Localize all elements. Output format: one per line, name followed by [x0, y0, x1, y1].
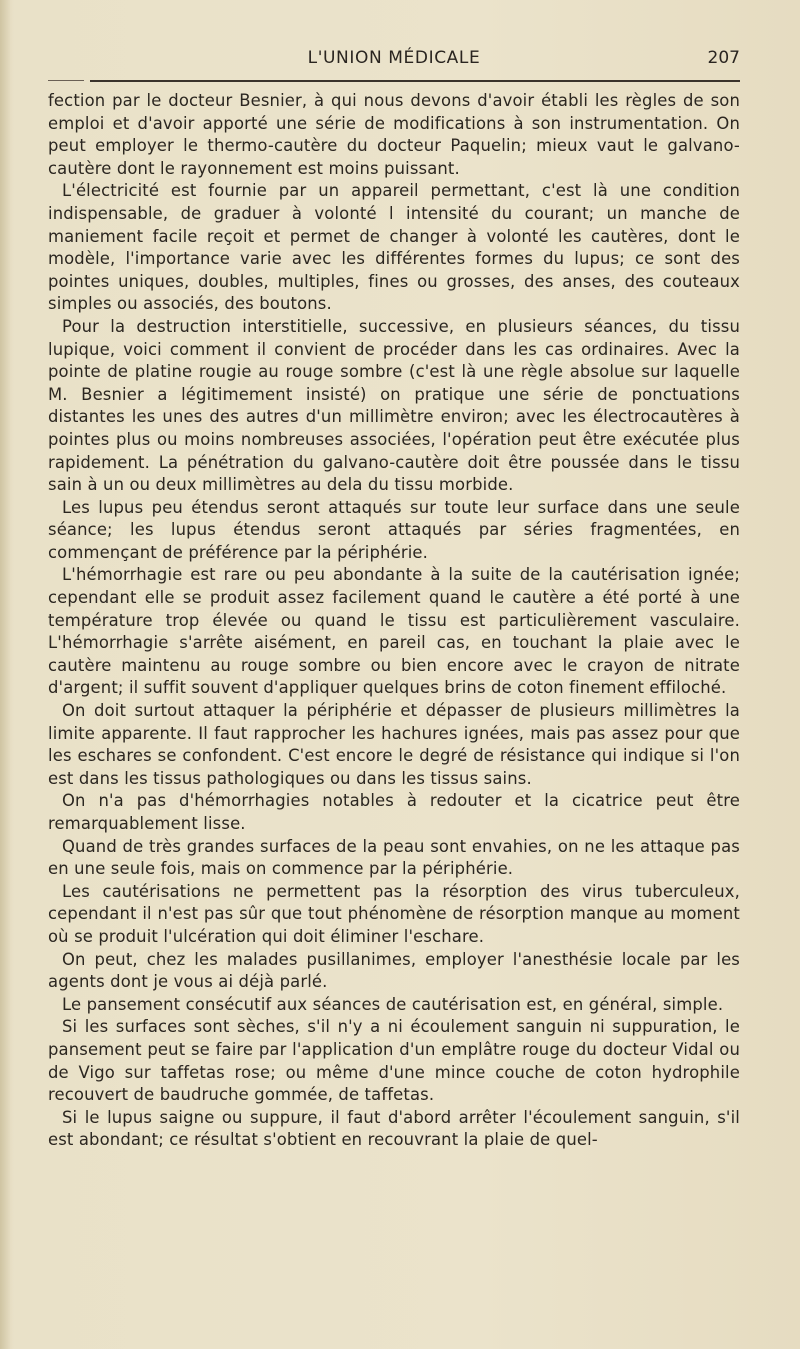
paragraph: On peut, chez les malades pusillanimes, employer l'anesthésie locale par les agents dont je vous ai déjà parlé.: [48, 949, 740, 992]
page-number: 207: [707, 48, 740, 68]
paragraph: Les cautérisations ne permettent pas la résorption des virus tuberculeux, cependant il n'est pas sûr que tout phénomène de résorption manque au moment où se produit l'ulcération qui doit éliminer l'eschare.: [48, 881, 740, 946]
page-header: [48, 48, 740, 76]
paragraph: On doit surtout attaquer la périphérie et dépasser de plusieurs millimètres la limite apparente. Il faut rapprocher les hachures ignées, mais pas assez pour que les eschares se confondent. C'est encore le degré de résistance qui indique si l'on est dans les tissus pathologiques ou dans les tissus sains.: [48, 701, 740, 788]
article-body: [48, 90, 740, 1152]
paragraph: On n'a pas d'hémorrhagies notables à redouter et la cicatrice peut être remarquablement lisse.: [48, 791, 740, 833]
paragraph: L'électricité est fournie par un appareil permettant, c'est là une condition indispensable, de graduer à volonté l intensité du courant; un manche de maniement facile reçoit et permet de changer à volonté les cautères, dont le modèle, l'importance varie avec les différentes formes du lupus; ce sont des pointes uniques, doubles, multiples, fines ou grosses, des anses, des couteaux simples ou associés, des boutons.: [48, 181, 740, 314]
paragraph: fection par le docteur Besnier, à qui nous devons d'avoir établi les règles de son emploi et d'avoir apporté une série de modifications à son instrumentation. On peut employer le thermo-cautère du docteur Paquelin; mieux vaut le galvano-cautère dont le rayonnement est moins puissant.: [48, 91, 740, 178]
page-spine-shadow: [0, 0, 10, 1349]
paragraph: L'hémorrhagie est rare ou peu abondante à la suite de la cautérisation ignée; cependant elle se produit assez facilement quand le cautère a été porté à une température trop élevée ou quand le tissu est particulièrement vasculaire. L'hémorrhagie s'arrête aisément, en pareil cas, en touchant la plaie avec le cautère maintenu au rouge sombre ou bien encore avec le crayon de nitrate d'argent; il suffit souvent d'appliquer quelques brins de coton finement effiloché.: [48, 565, 740, 698]
paragraph: Pour la destruction interstitielle, successive, en plusieurs séances, du tissu lupique, voici comment il convient de procéder dans les cas ordinaires. Avec la pointe de platine rougie au rouge sombre (c'est là une règle absolue sur laquelle M. Besnier a légitimement insisté) on pratique une série de ponctuations distantes les unes des autres d'un millimètre environ; avec les électrocautères à pointes plus ou moins nombreuses associées, l'opération peut être exécutée plus rapidement. La pénétration du galvano-cautère doit être poussée dans le tissu sain à un ou deux millimètres au dela du tissu morbide.: [48, 316, 740, 495]
paragraph: Le pansement consécutif aux séances de cautérisation est, en général, simple.: [62, 994, 724, 1014]
paragraph: Les lupus peu étendus seront attaqués sur toute leur surface dans une seule séance; les lupus étendus seront attaqués par séries fragmentées, en commençant de préférence par la périphérie.: [48, 497, 740, 562]
running-title: L'UNION MÉDICALE: [307, 48, 481, 68]
header-rule: [90, 80, 740, 82]
paragraph: Si le lupus saigne ou suppure, il faut d'abord arrêter l'écoulement sanguin, s'il est abondant; ce résultat s'obtient en recouvrant la plaie de quel-: [48, 1107, 740, 1150]
header-rule-short: [48, 80, 84, 81]
paragraph: Si les surfaces sont sèches, s'il n'y a ni écoulement sanguin ni suppuration, le pansement peut se faire par l'application d'un emplâtre rouge du docteur Vidal ou de Vigo sur taffetas rose; ou même d'une mince couche de coton hydrophile recouvert de baudruche gommée, de taffetas.: [48, 1017, 740, 1105]
paragraph: Quand de très grandes surfaces de la peau sont envahies, on ne les attaque pas en une seule fois, mais on commence par la périphérie.: [48, 836, 740, 879]
